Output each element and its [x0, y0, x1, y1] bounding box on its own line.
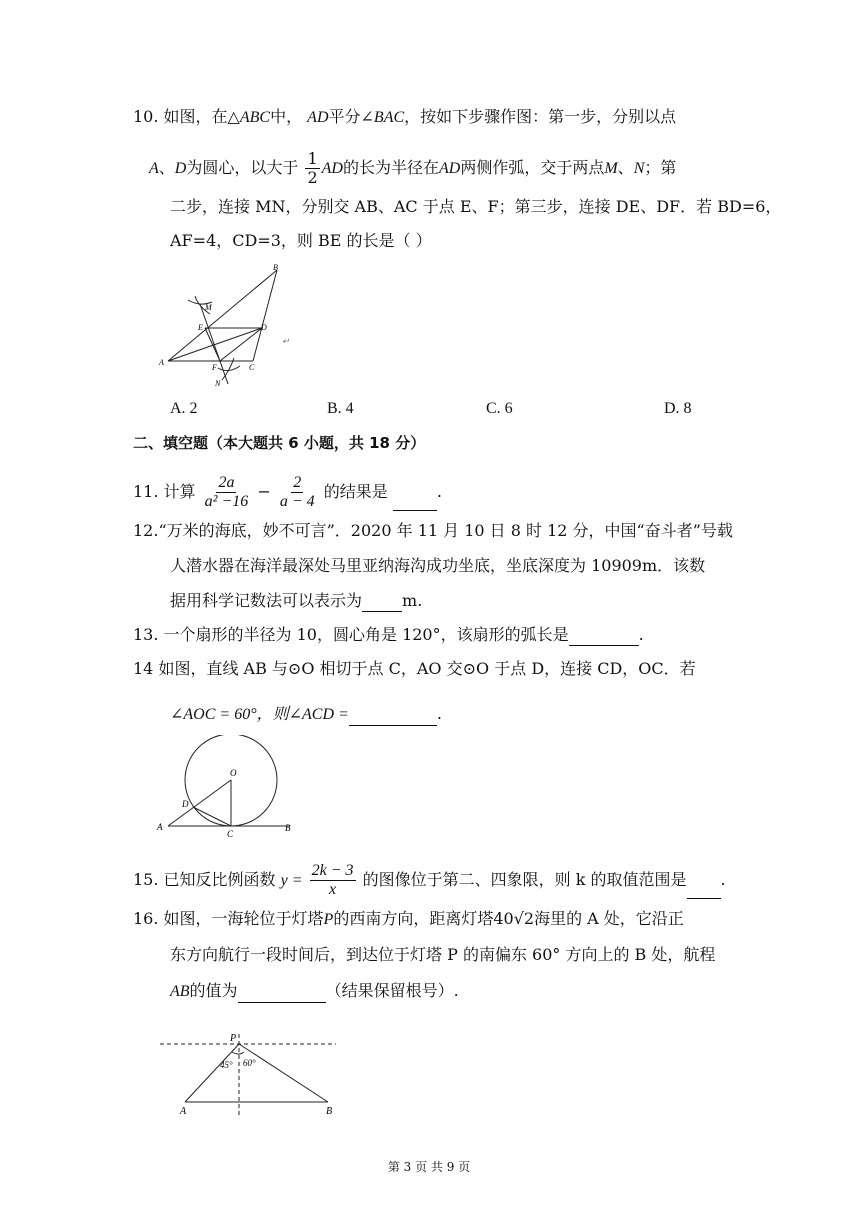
q13-answer-blank	[569, 627, 639, 646]
fig10-label-f: F	[212, 363, 217, 372]
fig14-label-c: C	[227, 829, 234, 839]
q10-line1: 10. 如图，在△ABC中， AD平分∠BAC，按如下步骤作图：第一步，分别以点	[133, 107, 677, 126]
q10-option-a: A. 2	[170, 400, 198, 417]
q15-fraction: $\frac{2k - 3}{x}$	[311, 862, 354, 898]
page-footer: 第 3 页 共 9 页	[387, 1160, 471, 1174]
q16-line1: 16. 如图，一海轮位于灯塔P的西南方向，距离灯塔40√2海里的 A 处，它沿正	[133, 909, 684, 928]
fig10-label-n: N	[215, 379, 221, 388]
q15-answer-blank	[687, 880, 721, 899]
q10-option-d: D. 8	[664, 400, 692, 417]
q14-line1: 14 如图，直线 AB 与⊙O 相切于点 C，AO 交⊙O 于点 D，连接 CD，OC．若	[133, 659, 696, 678]
q12-line1: 12.“万米的海底，妙不可言”．2020 年 11 月 10 日 8 时 12 分，中国“奋斗者”号载	[133, 521, 733, 540]
q10-option-c: C. 6	[486, 400, 513, 417]
q16-line2: 东方向航行一段时间后，到达位于灯塔 P 的南偏东 60° 方向上的 B 处，航程	[170, 945, 716, 964]
q11-fraction-1: $\frac{2a}{\text{a² −16}}$	[204, 474, 249, 510]
q10-line2: A、D为圆心，以大于 $\frac{1}{2}$ AD的长为半径在AD两侧作弧，交于两点M、N；第	[149, 149, 677, 187]
fig10-label-c: C	[249, 363, 255, 372]
fig14-label-o: O	[230, 768, 237, 778]
fig10-label-b: B	[273, 263, 278, 272]
fig16-angle-60: 60°	[243, 1058, 256, 1068]
fig10-label-a: A	[159, 358, 164, 367]
fig14-label-d: D	[182, 799, 189, 809]
fig14-label-b: B	[285, 823, 291, 833]
q10-option-b: B. 4	[327, 400, 354, 417]
return-mark-icon: ↵	[282, 336, 290, 346]
q12-line3: 据用科学记数法可以表示为 m.	[170, 591, 423, 610]
section-heading: 二、填空题（本大题共 6 小题，共 18 分）	[133, 434, 426, 452]
q16-figure	[150, 1030, 350, 1120]
q14-answer-blank	[349, 707, 437, 726]
fig10-label-d: D	[261, 323, 267, 332]
q12-line2: 人潜水器在海洋最深处马里亚纳海沟成功坐底，坐底深度为 10909m．该数	[170, 556, 706, 575]
q14-line2: ∠AOC = 60°，则∠ACD = .	[170, 703, 442, 726]
fig10-label-m: M	[205, 303, 212, 312]
q10-line3: 二步，连接 MN，分别交 AB、AC 于点 E、F；第三步，连接 DE、DF．若 BD=6，	[170, 197, 782, 216]
q16-line3: AB的值为 （结果保留根号）.	[170, 980, 459, 1003]
q15: 15. 已知反比例函数 y = $\frac{2k - 3}{x}$ 的图像位于第二、四象限，则 k 的取值范围是 .	[133, 862, 726, 898]
q12-answer-blank	[362, 593, 402, 612]
fig14-label-a: A	[157, 822, 163, 832]
fig16-label-p: P	[230, 1033, 237, 1044]
fig16-label-b: B	[326, 1106, 333, 1117]
q11: 11. 计算 $\frac{2a}{\text{a² −16}}$ − $\frac{2}{a - 4}$ 的结果是 .	[133, 474, 442, 510]
q14-figure	[150, 735, 310, 845]
fig10-label-e: E	[198, 323, 203, 332]
fig16-label-a: A	[180, 1106, 187, 1117]
q10-line4: AF=4，CD=3，则 BE 的长是（ ）	[170, 231, 432, 250]
fraction-half: $\frac{1}{2}$	[307, 149, 318, 187]
q10-figure	[150, 262, 300, 392]
q13: 13. 一个扇形的半径为 10，圆心角是 120°，该扇形的弧长是 .	[133, 625, 644, 644]
q11-fraction-2: $\frac{2}{a - 4}$	[279, 474, 315, 510]
fig16-angle-45: 45°	[220, 1060, 233, 1070]
q11-answer-blank	[393, 492, 437, 511]
q16-answer-blank	[238, 984, 326, 1003]
